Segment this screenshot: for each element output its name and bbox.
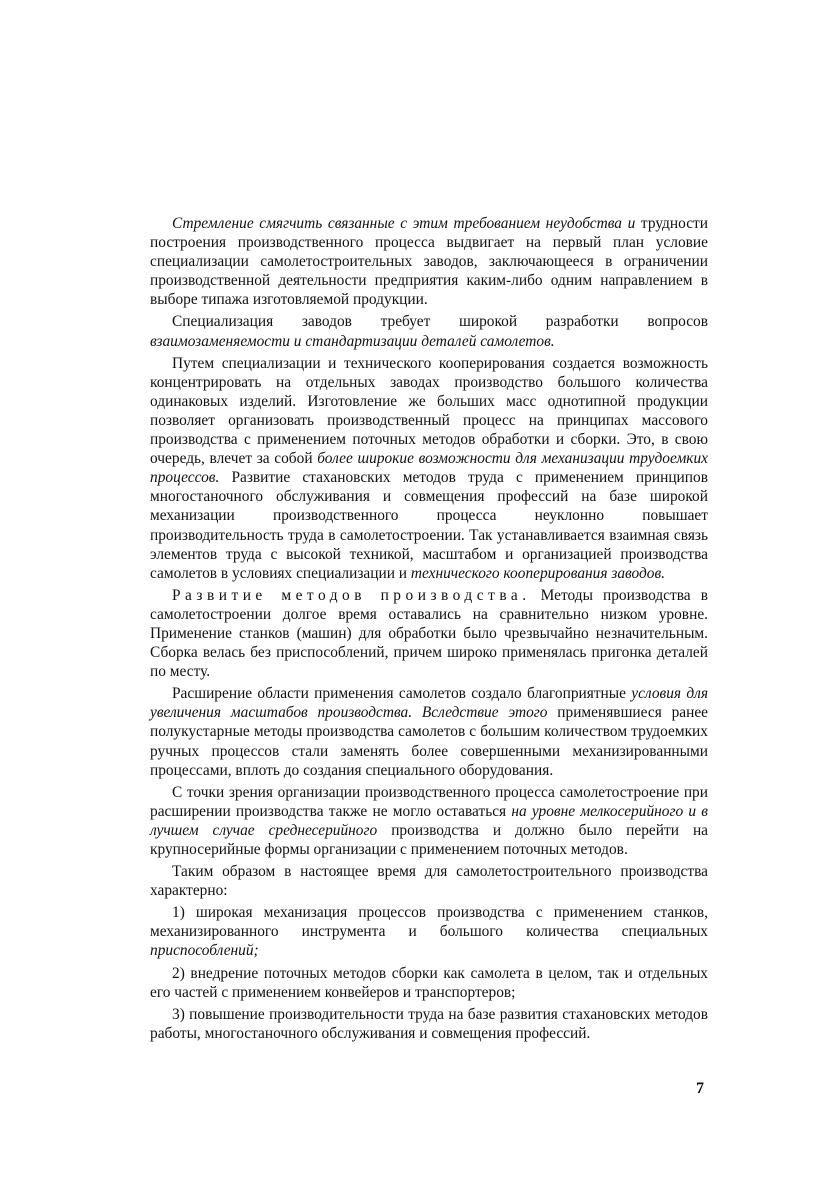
list-item-1 <box>150 903 708 960</box>
text-span: технического кооперирования заводов. <box>410 564 666 582</box>
text-span: Таким образом в настоящее время для самолетостроительного производства характерно: <box>150 863 708 900</box>
page-number: 7 <box>696 1080 704 1097</box>
paragraph-5 <box>150 684 708 779</box>
text-span: 1) широкая механизация процессов производства с применением станков, механизированного инструмента и большого количества специальных <box>150 904 708 941</box>
text-span: Расширение области применения самолетов создало благоприятные <box>172 685 632 703</box>
text-span: Развитие стахановских методов труда с применением принципов многостаночного обслуживания и совмещения профессий на базе широкой механизации производственного процесса неуклонно повышает производительность труда в самолетостроении. Так устанавливается взаимная связь элементов труда с высокой техникой, масштабом и организацией производства самолетов в условиях специализации и <box>150 469 708 582</box>
text-span: 2) внедрение поточных методов сборки как самолета в целом, так и отдельных его частей с применением конвейеров и транспортеров; <box>150 964 708 1001</box>
text-span: Методы производства в самолетостроении долгое время оставались на сравнительно низком уровне. Применение станков (машин) для обработки было чрезвычайно незначительным. Сборка велась без приспособлений, причем широко применялась пригонка деталей по месту. <box>150 586 708 681</box>
text-span: применявшиеся ранее полукустарные методы производства самолетов с большим количеством трудоемких ручных процессов стали заменять более совершенными механизированными процессами, вплоть до создания специального оборудования. <box>150 704 709 779</box>
section-heading-inline: Развитие методов производства. <box>172 586 531 604</box>
text-span: взаимозаменяемости и стандартизации деталей самолетов. <box>150 332 555 350</box>
paragraph-2 <box>150 312 708 350</box>
list-item-2 <box>150 964 708 1002</box>
paragraph-3 <box>150 354 708 583</box>
text-span: Стремление смягчить связанные с этим требованием неудобства и <box>172 215 636 232</box>
paragraph-1 <box>150 214 708 309</box>
text-span: трудности построения производственного процесса выдвигает на первый план условие специализации самолетостроительных заводов, заключающееся в ограничении производственной деятельности предприятия каким-либо одним направлением в выборе типажа изготовляемой продукции. <box>150 215 708 309</box>
page-body <box>150 214 708 1043</box>
text-span: приспособлений; <box>150 942 259 960</box>
text-span: С точки зрения организации производственного процесса самолетостроение при расширении производства также не могло оставаться <box>150 783 708 820</box>
text-span: Путем специализации и технического кооперирования создается возможность концентрировать на отдельных заводах производство большого количества одинаковых изделий. Изготовление же больших масс однотипной продукции позволяет организовать производственный процесс на принципах массового производства с применением поточных методов обработки и сборки. Это, в свою очередь, влечет за собой <box>150 354 708 468</box>
paragraph-6 <box>150 783 708 859</box>
text-span: производства и должно было перейти на крупносерийные формы организации с применением поточных методов. <box>150 821 709 858</box>
paragraph-4 <box>150 586 708 681</box>
text-span: на уровне мелкосерийного и в лучшем случае среднесерийного <box>150 802 708 839</box>
text-span: Специализация заводов требует широкой разработки вопросов <box>172 313 708 331</box>
text-span: более широкие возможности для механизации трудоемких процессов. <box>150 450 709 487</box>
paragraph-7 <box>150 862 708 900</box>
text-span: условия для увеличения масштабов производства. Вследствие этого <box>150 685 708 722</box>
text-span: 3) повышение производительности труда на базе развития стахановских методов работы, многостаночного обслуживания и совмещения профессий. <box>150 1005 708 1042</box>
list-item-3 <box>150 1005 708 1043</box>
